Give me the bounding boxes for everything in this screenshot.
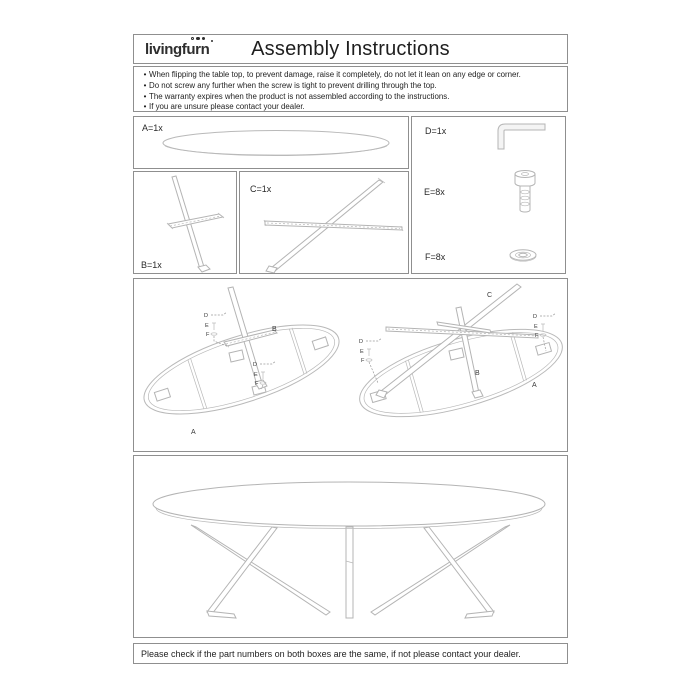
callout-e-label: E [534,324,538,330]
callout-e-label: E [360,349,364,355]
part-a-label: A=1x [142,123,163,133]
assembly-steps-drawing [134,279,567,451]
brand-logo [145,40,209,60]
callout-f-label: F [535,333,539,339]
bolt-mini-icon [212,323,216,330]
bullet-icon: • [143,80,147,90]
part-c-box [239,171,409,274]
note-text: Do not screw any further when the screw is tight to prevent drilling through the top. [149,80,437,90]
note-item [141,92,561,103]
callout-e-label: E [205,323,209,329]
note-text: When flipping the table top, to prevent damage, raise it completely, do not let it lean on any edge or corner. [149,70,521,79]
callout-d-label: D [533,314,538,320]
safety-notes [133,66,568,112]
bullet-icon: • [143,102,147,112]
hardware-box [411,116,566,274]
note-text: The warranty expires when the product is not assembled according to the instructions. [149,91,450,101]
washer-icon [510,250,536,261]
callout-d-label: D [253,362,258,368]
callout-f-label: F [255,381,259,387]
callout-e-label: E [254,372,258,378]
bolt-icon [515,171,535,213]
trademark-dot-icon [211,40,213,42]
allen-key-icon [498,124,545,149]
step2-callout-def-left [359,338,382,383]
part-f-label: F=8x [425,252,446,262]
note-item [141,70,561,81]
washer-mini-icon [211,333,217,335]
washer-mini-icon [366,359,372,361]
part-c-label: C=1x [250,184,272,194]
note-text: If you are unsure please contact your dealer. [149,102,305,112]
finished-table-drawing [134,456,567,637]
callout-f-label: F [206,332,210,338]
note-item [141,102,561,113]
bolt-mini-icon [367,349,371,356]
header [133,34,568,64]
part-b-label: B=1x [141,260,162,270]
step1-part-a-label: A [191,429,196,436]
step2-part-c-label: C [487,292,493,299]
part-e-label: E=8x [424,187,445,197]
note-item [141,81,561,92]
allen-key-mini-icon [260,361,276,364]
callout-d-label: D [359,339,364,345]
bolt-mini-icon [261,372,265,379]
brand-logo-text: livingfurn [145,41,210,58]
finished-table-box [133,455,568,638]
step1-diagram [134,287,348,436]
allen-key-mini-icon [366,338,382,341]
bullet-icon: • [143,70,147,79]
part-a-box [133,116,409,169]
callout-f-label: F [361,358,365,364]
page-title: Assembly Instructions [251,37,450,60]
step2-diagram [351,284,567,435]
part-c-leg-drawing [240,172,408,273]
brand-logo-dots-icon [191,37,205,40]
step2-part-b-label: B [475,370,480,377]
part-d-label: D=1x [425,126,447,136]
step1-part-b-label: B [272,326,277,333]
hardware-drawing [412,117,565,273]
footer-note-text: Please check if the part numbers on both boxes are the same, if not please contact your dealer. [141,648,521,659]
allen-key-mini-icon [540,313,556,316]
footer-note-box [133,643,568,664]
part-a-tabletop-drawing [134,117,408,168]
part-b-box [133,171,237,274]
bolt-mini-icon [541,324,545,331]
bullet-icon: • [143,91,147,101]
callout-d-label: D [204,313,209,319]
allen-key-mini-icon [211,312,227,315]
assembly-steps-box [133,278,568,452]
step2-part-a-label: A [532,382,537,389]
part-b-leg-drawing [134,172,236,273]
